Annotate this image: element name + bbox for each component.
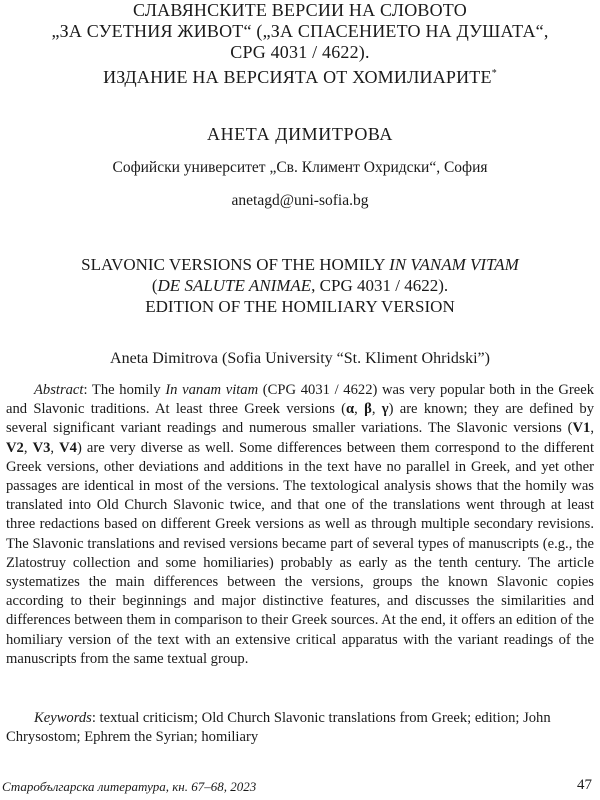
greek-beta: β [364,401,372,418]
abstract-sep-1: , [354,401,365,418]
affiliation-bulgarian: Софийски университет „Св. Климент Охридски“, София [112,159,488,176]
keywords-paragraph [6,709,594,747]
abstract-text-2: (CPG 4031 / 4622) was very popular both in the Greek and Slavonic traditions. At least three Greek versions ( [6,382,594,418]
title-bg-line-4-text: ИЗДАНИЕ НА ВЕРСИЯТА ОТ ХОМИЛИАРИТЕ [103,67,492,87]
abstract-text-1: : The homily [83,382,166,398]
abstract-sep-2: , [371,401,382,418]
abstract-sep-3: , [590,420,594,437]
abstract-sep-5: , [50,439,60,456]
title-bg-line-1: СЛАВЯНСКИТЕ ВЕРСИИ НА СЛОВОТО [133,0,467,20]
title-en-line-2-open: ( [151,276,158,295]
title-bg-line-4 [0,63,600,88]
version-v3: V3 [32,439,51,456]
greek-gamma: γ [381,401,389,418]
title-english [0,254,600,317]
title-en-line-1-text: SLAVONIC VERSIONS OF THE HOMILY [81,255,390,274]
abstract-sep-4: , [23,439,33,456]
keywords-text: : textual criticism; Old Church Slavonic translations from Greek; edition; John Chrysostom; Ephrem the Syrian; homiliary [6,710,551,746]
title-bg-line-3: CPG 4031 / 4622). [230,42,370,62]
keywords-label: Keywords [34,710,92,726]
footnote-mark: * [491,68,497,79]
greek-alpha: α [346,401,355,418]
footer-journal-citation: Старобългарска литература, кн. 67–68, 2023 [2,779,257,794]
version-v4: V4 [59,439,77,456]
author-name-bulgarian: АНЕТА ДИМИТРОВА [207,124,393,144]
abstract-text-3: ) are known; they are defined by several significant variant readings and numerous smaller variations. The Slavonic versions ( [6,401,595,437]
version-v1: V1 [572,420,591,437]
title-en-italic-2: DE SALUTE ANIMAE [157,276,312,295]
abstract-label: Abstract [34,382,84,398]
title-en-line-2 [0,275,600,296]
title-en-line-3: EDITION OF THE HOMILIARY VERSION [145,297,455,316]
version-v2: V2 [6,439,24,456]
author-english: Aneta Dimitrova (Sofia University “St. Kliment Ohridski”) [110,350,490,367]
abstract-paragraph [6,381,594,669]
title-bulgarian [0,0,600,88]
title-en-italic-1: IN VANAM VITAM [389,255,519,274]
title-bg-line-2: „ЗА СУЕТНИЯ ЖИВОТ“ („ЗА СПАСЕНИЕТО НА ДУШАТА“, [51,21,549,41]
title-en-line-1 [0,254,600,275]
title-en-line-2-text: , CPG 4031 / 4622). [311,276,449,295]
abstract-text-4: ) are very diverse as well. Some differences between them correspond to the different Greek versions, other deviations and additions in the text have no parallel in Greek, and yet other passages are identical in most of the versions. The textological analysis shows that the homily was translated into Old Church Slavonic twice, and that one of the translations went through at least three redactions based on different Greek versions as well as through multiple secondary revisions. The Slavonic translations and revised versions became part of several types of manuscripts (e.g., the Zlatostruy collection and some homiliaries) probably as early as the tenth century. The article systematizes the main differences between the versions, groups the known Slavonic copies according to their beginnings and major distinctive features, and discusses the similarities and differences between them in comparison to their Greek sources. At the end, it offers an edition of the homiliary version of the text with an extensive critical apparatus with the variant readings of the manuscripts from the same textual group. [6,439,595,667]
author-email: anetagd@uni-sofia.bg [231,192,369,209]
abstract-homily-title: In vanam vitam [165,382,259,398]
page-number: 47 [577,777,592,793]
